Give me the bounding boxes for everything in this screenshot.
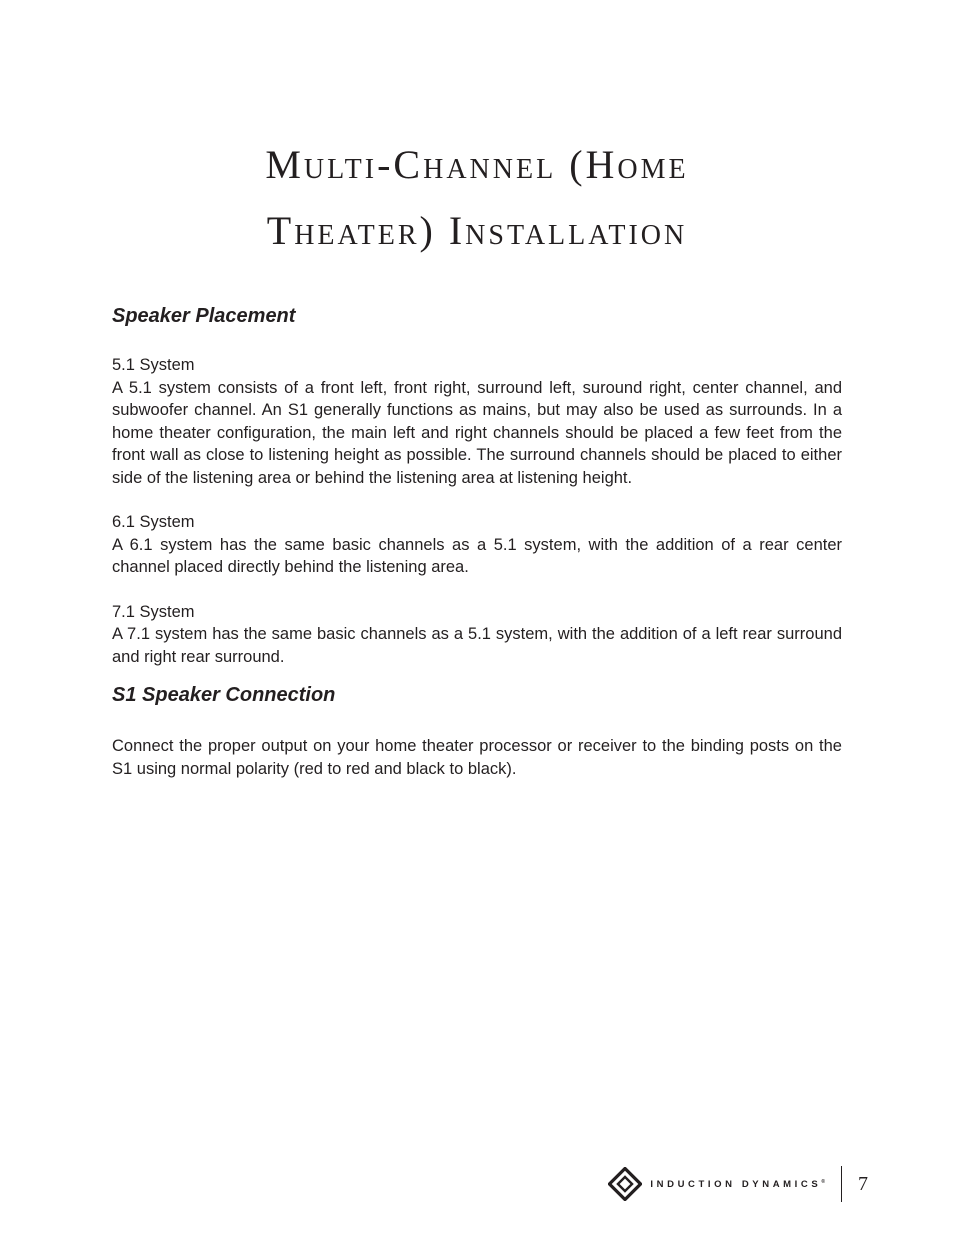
- brand-name: INDUCTION DYNAMICS®: [650, 1178, 825, 1190]
- speaker-connection-text: Connect the proper output on your home theater processor or receiver to the binding posts on the S1 using normal polarity (red to red and black to black).: [112, 737, 842, 778]
- page-title-line-2: Theater) Installation: [266, 208, 688, 253]
- page-number: 7: [858, 1172, 868, 1195]
- system-6-1-section: [112, 511, 842, 579]
- system-5-1-text: A 5.1 system consists of a front left, front right, surround left, suround right, center channel, and subwoofer channel. An S1 generally functions as mains, but may also be used as surrounds. In a home theater configuration, the main left and right channels should be placed a few feet from the front wall as close to listening height as possible. The surround channels should be placed to either side of the listening area or behind the listening area at listening height.: [112, 378, 842, 487]
- system-7-1-label: 7.1 System: [112, 602, 195, 621]
- page-content: [112, 305, 842, 802]
- page-title: [60, 132, 894, 264]
- speaker-connection-heading: S1 Speaker Connection: [112, 684, 336, 706]
- speaker-placement-heading: Speaker Placement: [112, 305, 296, 327]
- footer-divider: [841, 1166, 842, 1202]
- system-7-1-text: A 7.1 system has the same basic channels as a 5.1 system, with the addition of a left rear surround and right rear surround.: [112, 625, 842, 666]
- page-footer: [608, 1165, 868, 1203]
- brand-logo: [608, 1167, 825, 1201]
- system-7-1-section: [112, 601, 842, 669]
- system-5-1-label: 5.1 System: [112, 356, 195, 374]
- system-6-1-label: 6.1 System: [112, 513, 195, 531]
- system-5-1-section: [112, 354, 842, 489]
- induction-dynamics-logo-icon: [608, 1167, 642, 1201]
- page-title-line-1: Multi-Channel (Home: [265, 142, 689, 187]
- system-6-1-text: A 6.1 system has the same basic channels as a 5.1 system, with the addition of a rear center channel placed directly behind the listening area.: [112, 535, 842, 576]
